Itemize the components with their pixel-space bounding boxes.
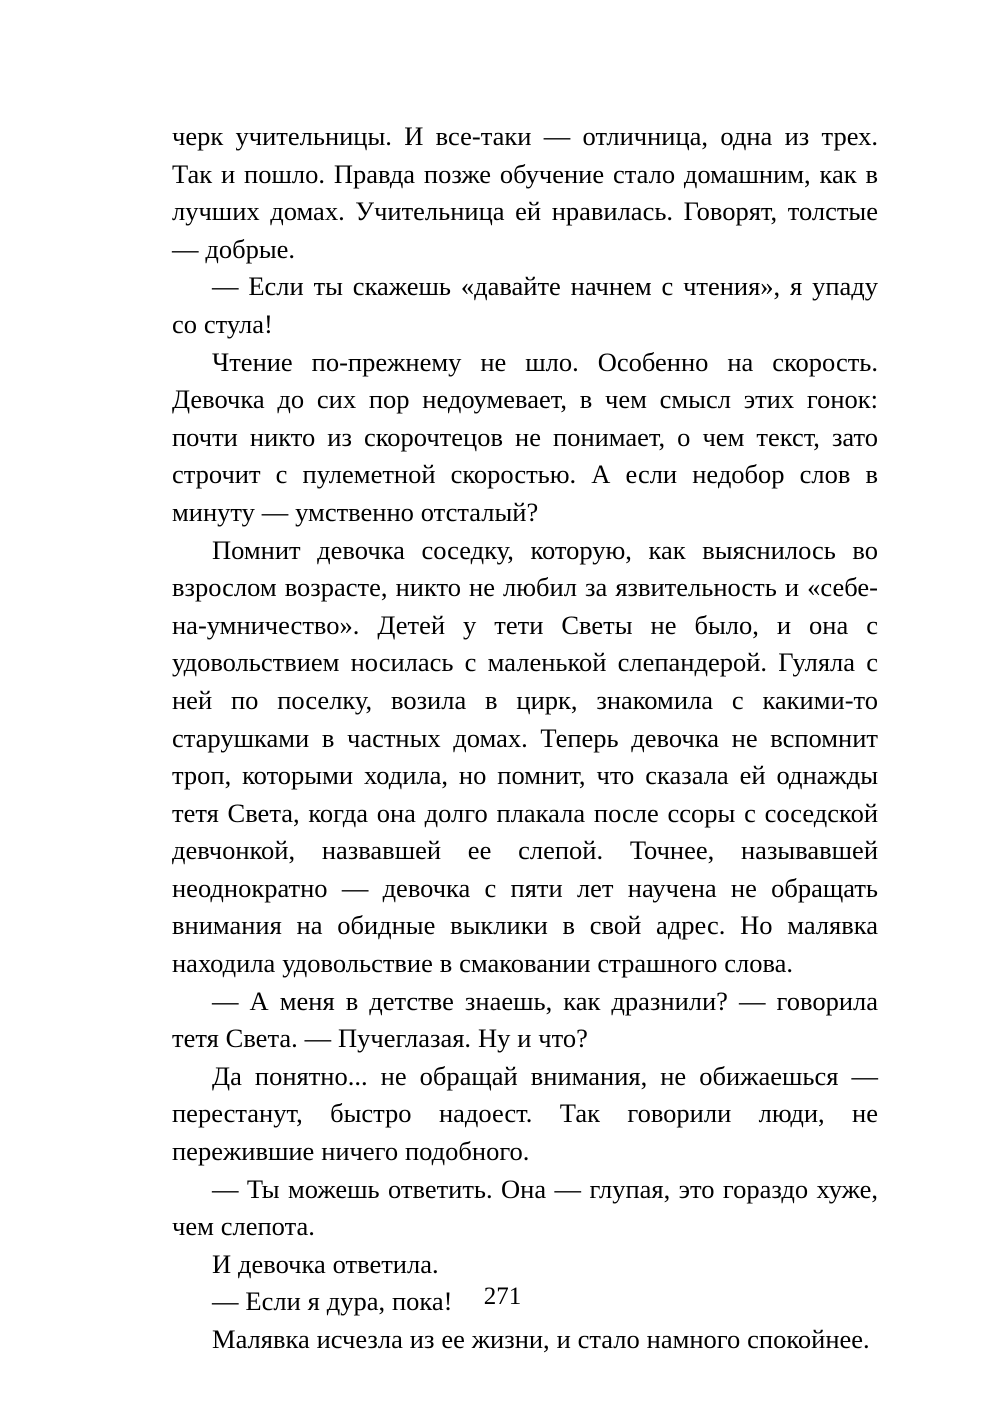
paragraph-if-im-fool: — Если я дура, пока! — [212, 1286, 453, 1317]
paragraph-girl-answered: И девочка ответила. — [212, 1248, 439, 1279]
paragraph-neighbour-sveta: Помнит девочка соседку, которую, как выяснилось во взрослом возрасте, никто не любил за язвительность и «себе-на-умничество». Детей у тети Светы не было, и она с удовольствием носилась с маленькой слепандерой. Гуляла с ней по поселку, возила в цирк, знакомила с какими-то старушками в частных домах. Теперь девочка не вспомнит троп, которыми ходила, но помнит, что сказала ей однажды тетя Света, когда она долго плакала после ссоры с соседской девчонкой, назвавшей ее слепой. Точнее, называвшей неоднократно — девочка с пяти лет научена не обращать внимания на обидные выклики в свой адрес. Но малявка находила удовольствие в смаковании страшного слова. — [172, 534, 878, 979]
paragraph-teased-childhood: — А меня в детстве знаешь, как дразнили? — говорила тетя Света. — Пучеглазая. Ну и что? — [172, 985, 878, 1054]
paragraph-continuation: черк учительницы. И все-таки — отличница, одна из трех. Так и пошло. Правда позже обучение стало домашним, как в лучших домах. Учительница ей нравилась. Говорят, толстые — добрые. — [172, 121, 878, 264]
paragraph-dialogue-chair: — Если ты скажешь «давайте начнем с чтения», я упаду со стула! — [172, 271, 878, 339]
page-text-body — [172, 118, 878, 1359]
paragraph-you-can-answer: — Ты можешь ответить. Она — глупая, это гораздо хуже, чем слепота. — [172, 1173, 878, 1242]
paragraph-malyavka-gone: Малявка исчезла из ее жизни, и стало намного спокойнее. — [212, 1324, 870, 1354]
paragraph-reading-speed: Чтение по-прежнему не шло. Особенно на скорость. Девочка до сих пор недоумевает, в чем смысл этих гонок: почти никто из скорочтецов не понимает, о чем текст, зато строчит с пулеметной скоростью. А если недобор слов в минуту — умственно отсталый? — [172, 346, 878, 527]
page-number: 271 — [483, 1283, 522, 1310]
paragraph-people-said: Да понятно... не обращай внимания, не обижаешься — перестанут, быстро надоест. Так говорили люди, не пережившие ничего подобного. — [172, 1060, 878, 1167]
